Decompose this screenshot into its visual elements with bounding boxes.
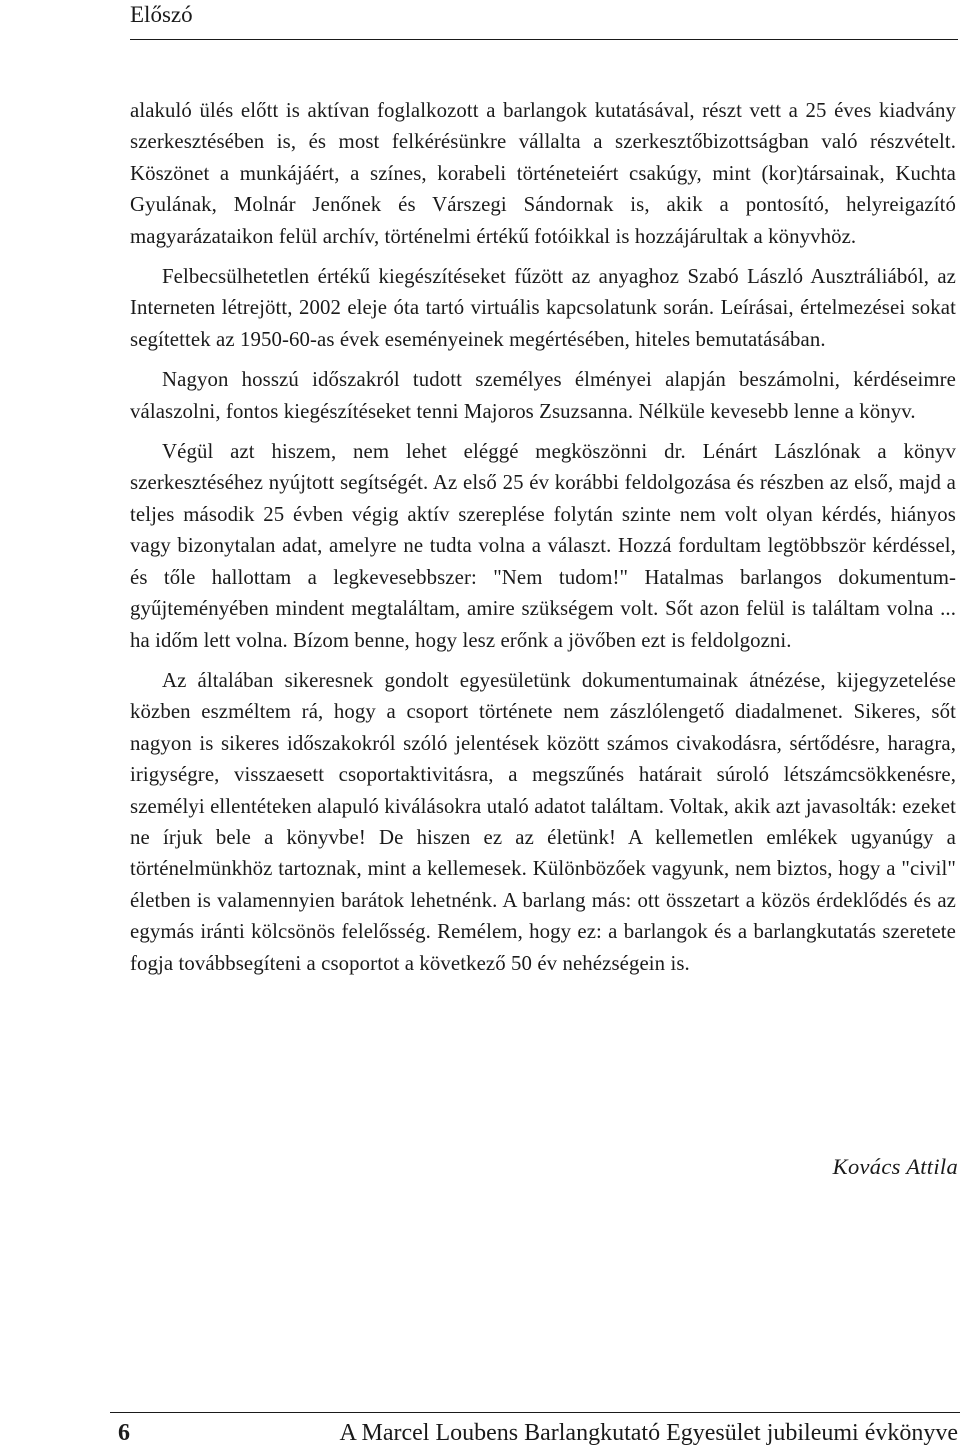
body-text xyxy=(130,95,956,988)
paragraph-1: alakuló ülés előtt is aktívan foglalkozott a barlangok kutatásával, részt vett a 25 éves kiadvány szerkesztésében is, és most felkérésünkre vállalta a szerkesztőbizottságban való részvételt. Köszönet a munkájáért, a színes, korabeli történeteiért csakúgy, mint (kor)társainak, Kuchta Gyulának, Molnár Jenőnek és Várszegi Sándornak is, akik a pontosító, helyreigazító magyarázataikon felül archív, történelmi értékű fotóikkal is hozzájárultak a könyvhöz. xyxy=(130,99,956,248)
page-footer xyxy=(110,1412,960,1449)
paragraph-2: Felbecsülhetetlen értékű kiegészítéseket fűzött az anyaghoz Szabó László Ausztráliából, az Interneten létrejött, 2002 eleje óta tartó virtuális kapcsolatunk során. Leírásai, értelmezései sokat segítettek az 1950-60-as évek eseményeinek megértésében, hiteles bemutatásában. xyxy=(130,265,956,351)
running-header xyxy=(130,0,958,40)
book-title: A Marcel Loubens Barlangkutató Egyesület jubileumi évkönyve xyxy=(339,1420,958,1446)
author-signature: Kovács Attila xyxy=(832,1154,958,1179)
running-title: Előszó xyxy=(130,2,193,27)
page-number: 6 xyxy=(118,1420,130,1446)
paragraph-5: Az általában sikeresnek gondolt egyesületünk dokumentumainak átnézése, kijegyzetelése közben eszméltem rá, hogy a csoport története nem zászlólengető diadalmenet. Sikeres, sőt nagyon is sikeres időszakokról szóló jelentések között számos civakodásra, sértődésre, haragra, irigységre, visszaesett csoportaktivitásra, a megszűnés határait súroló létszámcsökkenésre, személyi ellentéteken alapuló kiválásokra utaló adatot találtam. Voltak, akik azt javasolták: ezeket ne írjuk bele a könyvbe! De hiszen ez az életünk! A kellemetlen emlékek ugyanúgy a történelmünkhöz tartoznak, mint a kellemesek. Különbözőek vagyunk, nem biztos, hogy a "civil" életben is valamennyien barátok lehetnénk. A barlang más: ott összetart a közös érdeklődés és az egymás iránti kölcsönös felelősség. Remélem, hogy ez: a barlangok és a barlangkutatás szeretete fogja továbbsegíteni a csoportot a következő 50 év nehézségein is. xyxy=(130,668,956,975)
paragraph-4: Végül azt hiszem, nem lehet eléggé megköszönni dr. Lénárt Lászlónak a könyv szerkesztéséhez nyújtott segítségét. Az első 25 év korábbi feldolgozása és részben az első, majd a teljes második 25 évben végig aktív szereplése folytán szinte nem volt olyan kérdés, hiányos vagy bizonytalan adat, amelyre ne tudta volna a választ. Hozzá fordultam legtöbbször kérdéssel, és tőle hallottam a legkevesebbszer: "Nem tudom!" Hatalmas barlangos dokumentum-gyűjteményében mindent megtaláltam, amire szükségem volt. Sőt azon felül is találtam volna ... ha időm lett volna. Bízom benne, hogy lesz erőnk a jövőben ezt is feldolgozni. xyxy=(130,440,956,652)
paragraph-3: Nagyon hosszú időszakról tudott személyes élményei alapján beszámolni, kérdéseimre válaszolni, fontos kiegészítéseket tenni Majoros Zsuzsanna. Nélküle kevesebb lenne a könyv. xyxy=(130,368,956,423)
